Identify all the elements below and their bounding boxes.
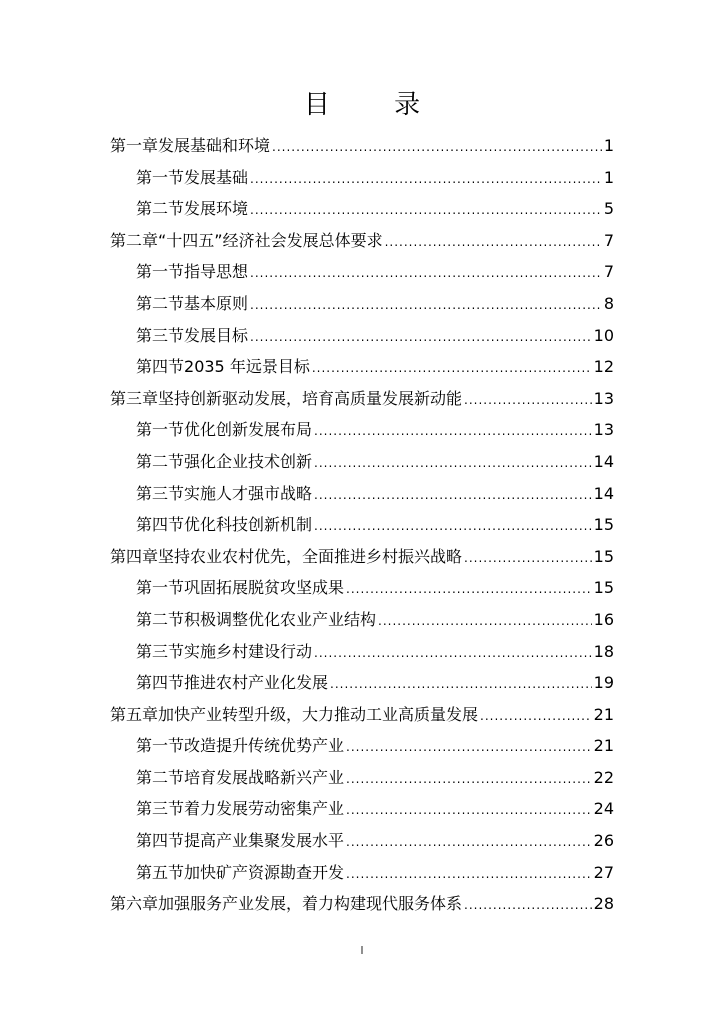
toc-entry-page-number: 1: [603, 136, 614, 155]
toc-entry-page-number: 15: [593, 515, 614, 535]
toc-entry-page-number: 16: [593, 609, 614, 629]
toc-entry-page-number: 8: [603, 293, 614, 313]
toc-entry-page-number: 13: [593, 420, 614, 440]
toc-section-entry[interactable]: [110, 604, 614, 636]
toc-leader-dots: [312, 353, 592, 385]
toc-entry-title: 实施人才强市战略: [184, 483, 313, 503]
toc-entry-title: 发展环境: [184, 199, 249, 219]
toc-chapter-entry[interactable]: [110, 699, 614, 731]
toc-entry-number: 第二节: [136, 199, 185, 219]
toc-entry-number: 第一节: [136, 736, 185, 756]
toc-leader-dots: [464, 890, 592, 922]
toc-entry-title: 提高产业集聚发展水平: [184, 831, 345, 851]
toc-entry-number: 第二节: [136, 609, 185, 629]
toc-entry-page-number: 5: [603, 199, 614, 219]
toc-entry-page-number: 21: [593, 704, 614, 724]
toc-entry-number: 第五章: [110, 704, 159, 724]
toc-section-entry[interactable]: [110, 509, 614, 541]
toc-entry-page-number: 14: [593, 483, 614, 503]
toc-leader-dots: [480, 701, 592, 733]
toc-section-entry[interactable]: [110, 825, 614, 857]
toc-entry-page-number: 15: [593, 546, 614, 566]
toc-entry-page-number: 13: [593, 388, 614, 408]
toc-entry-number: 第二章: [110, 230, 159, 250]
toc-leader-dots: [346, 827, 592, 859]
toc-leader-dots: [346, 795, 592, 827]
toc-chapter-entry[interactable]: [110, 888, 614, 920]
toc-section-entry[interactable]: [110, 730, 614, 762]
toc-entry-number: 第六章: [110, 894, 159, 914]
toc-leader-dots: [314, 448, 592, 480]
toc-entry-number: 第四节: [136, 357, 185, 377]
toc-entry-number: 第一节: [136, 420, 185, 440]
toc-leader-dots: [464, 385, 592, 417]
toc-leader-dots: [464, 543, 592, 575]
toc-entry-number: 第三节: [136, 483, 185, 503]
toc-entry-page-number: 1: [603, 167, 614, 187]
toc-entry-number: 第一章: [110, 136, 159, 155]
toc-entry-title: “十四五”经济社会发展总体要求: [158, 230, 383, 250]
toc-section-entry[interactable]: [110, 667, 614, 699]
toc-title: 目 录: [303, 90, 449, 120]
toc-entry-page-number: 26: [593, 831, 614, 851]
toc-entry-number: 第五节: [136, 862, 185, 882]
toc-entry-title: 强化企业技术创新: [184, 451, 313, 471]
toc-leader-dots: [314, 416, 592, 448]
toc-entry-title: 实施乡村建设行动: [184, 641, 313, 661]
toc-leader-dots: [346, 732, 592, 764]
toc-entry-page-number: 22: [593, 767, 614, 787]
toc-leader-dots: [250, 290, 602, 322]
toc-leader-dots: [250, 164, 602, 196]
toc-entry-title: 发展基础: [184, 167, 249, 187]
toc-leader-dots: [330, 669, 592, 701]
toc-section-entry[interactable]: [110, 288, 614, 320]
toc-entry-number: 第一节: [136, 578, 185, 598]
toc-entry-number: 第四节: [136, 831, 185, 851]
toc-leader-dots: [385, 227, 602, 259]
toc-entry-number: 第一节: [136, 167, 185, 187]
toc-entry-title: 坚持农业农村优先，全面推进乡村振兴战略: [158, 546, 463, 566]
toc-section-entry[interactable]: [110, 857, 614, 889]
toc-leader-dots: [314, 638, 592, 670]
toc-entry-title: 着力发展劳动密集产业: [184, 799, 345, 819]
toc-entry-page-number: 14: [593, 451, 614, 471]
toc-section-entry[interactable]: [110, 478, 614, 510]
toc-leader-dots: [250, 258, 602, 290]
toc-entry-number: 第二节: [136, 767, 185, 787]
toc-entry-page-number: 21: [593, 736, 614, 756]
toc-entry-title: 加强服务产业发展，着力构建现代服务体系: [158, 894, 463, 914]
toc-chapter-entry[interactable]: [110, 541, 614, 573]
page-footer-number: I: [360, 944, 364, 957]
toc-leader-dots: [250, 195, 602, 227]
toc-section-entry[interactable]: [110, 446, 614, 478]
toc-entry-number: 第三节: [136, 799, 185, 819]
toc-section-entry[interactable]: [110, 636, 614, 668]
toc-entry-page-number: 18: [593, 641, 614, 661]
table-of-contents: [110, 130, 614, 920]
toc-section-entry[interactable]: [110, 762, 614, 794]
toc-entry-number: 第三节: [136, 641, 185, 661]
toc-entry-number: 第四章: [110, 546, 159, 566]
toc-entry-number: 第四节: [136, 673, 185, 693]
toc-entry-title: 2035 年远景目标: [184, 357, 310, 377]
toc-entry-title: 培育发展战略新兴产业: [184, 767, 345, 787]
toc-section-entry[interactable]: [110, 793, 614, 825]
toc-leader-dots: [346, 574, 592, 606]
toc-entry-number: 第一节: [136, 262, 185, 282]
toc-leader-dots: [250, 322, 592, 354]
toc-entry-title: 积极调整优化农业产业结构: [184, 609, 377, 629]
toc-chapter-entry[interactable]: [110, 383, 614, 415]
toc-section-entry[interactable]: [110, 256, 614, 288]
toc-entry-title: 指导思想: [184, 262, 249, 282]
toc-entry-number: 第二节: [136, 293, 185, 313]
toc-entry-title: 加快产业转型升级，大力推动工业高质量发展: [158, 704, 479, 724]
toc-leader-dots: [272, 132, 602, 164]
toc-chapter-entry[interactable]: [110, 225, 614, 257]
toc-entry-page-number: 10: [593, 325, 614, 345]
toc-leader-dots: [314, 480, 592, 512]
toc-entry-number: 第三节: [136, 325, 185, 345]
toc-entry-page-number: 27: [593, 862, 614, 882]
toc-entry-title: 基本原则: [184, 293, 249, 313]
toc-entry-page-number: 15: [593, 578, 614, 598]
toc-entry-title: 巩固拓展脱贫攻坚成果: [184, 578, 345, 598]
toc-entry-title: 发展基础和环境: [158, 136, 271, 155]
toc-section-entry[interactable]: [110, 193, 614, 225]
toc-entry-number: 第三章: [110, 388, 159, 408]
toc-leader-dots: [346, 764, 592, 796]
toc-entry-title: 推进农村产业化发展: [184, 673, 329, 693]
toc-entry-title: 坚持创新驱动发展，培育高质量发展新动能: [158, 388, 463, 408]
toc-section-entry[interactable]: [110, 351, 614, 383]
toc-entry-title: 优化科技创新机制: [184, 515, 313, 535]
toc-entry-page-number: 7: [603, 262, 614, 282]
toc-entry-number: 第二节: [136, 451, 185, 471]
toc-entry-page-number: 12: [593, 357, 614, 377]
toc-entry-title: 优化创新发展布局: [184, 420, 313, 440]
toc-section-entry[interactable]: [110, 162, 614, 194]
toc-section-entry[interactable]: [110, 414, 614, 446]
toc-chapter-entry[interactable]: [110, 130, 614, 162]
toc-leader-dots: [378, 606, 592, 638]
toc-leader-dots: [314, 511, 592, 543]
toc-entry-title: 发展目标: [184, 325, 249, 345]
toc-entry-title: 改造提升传统优势产业: [184, 736, 345, 756]
toc-entry-title: 加快矿产资源勘查开发: [184, 862, 345, 882]
toc-leader-dots: [346, 859, 592, 891]
toc-section-entry[interactable]: [110, 572, 614, 604]
toc-entry-number: 第四节: [136, 515, 185, 535]
toc-entry-page-number: 28: [593, 894, 614, 914]
toc-entry-page-number: 7: [603, 230, 614, 250]
toc-section-entry[interactable]: [110, 320, 614, 352]
toc-entry-page-number: 24: [593, 799, 614, 819]
toc-entry-page-number: 19: [593, 673, 614, 693]
